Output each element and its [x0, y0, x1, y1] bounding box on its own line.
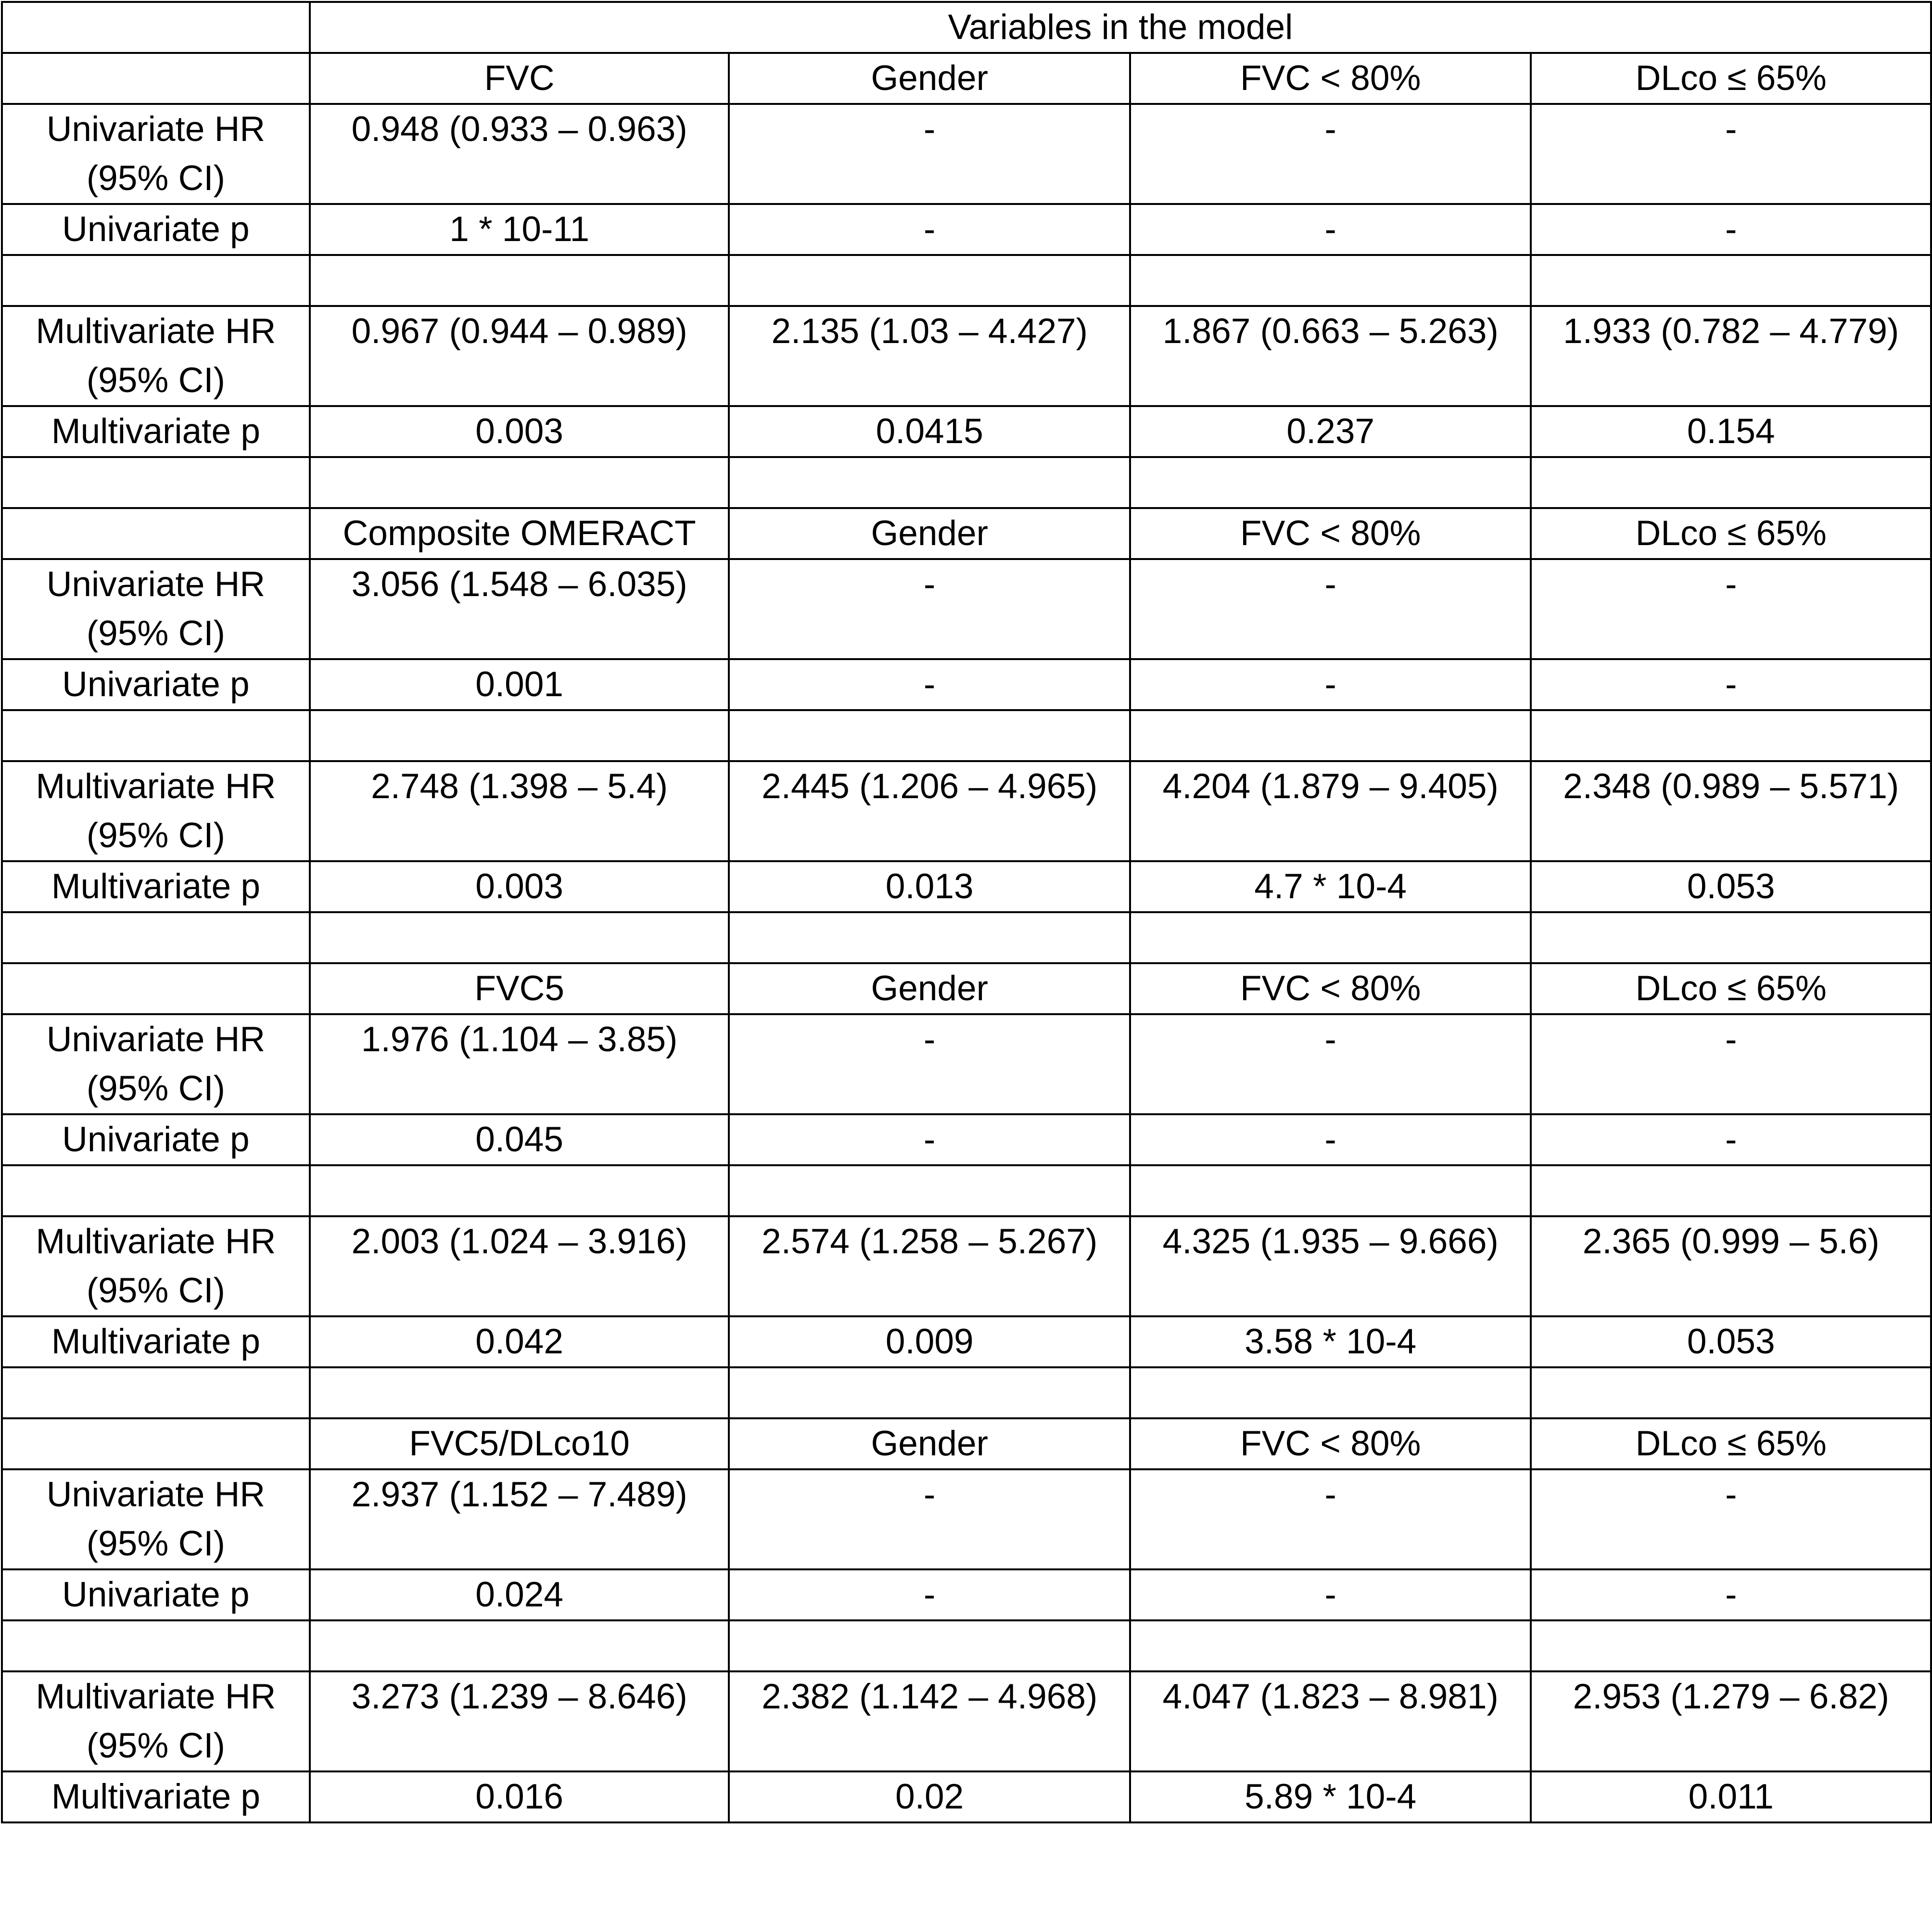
empty-cell — [2, 457, 310, 508]
fvc-below-80-cell: 4.7 * 10-4 — [1130, 861, 1531, 912]
empty-cell — [1130, 255, 1531, 306]
model-variable-cell: FVC5/DLco10 — [310, 1418, 729, 1469]
model-header-row — [2, 963, 1931, 1014]
empty-cell — [1531, 1367, 1931, 1418]
fvc-below-80-cell: FVC < 80% — [1130, 1418, 1531, 1469]
dlco-65-cell: - — [1531, 204, 1931, 255]
gender-cell: - — [729, 659, 1130, 710]
spacer-row — [2, 1367, 1931, 1418]
model-variable-cell: 1.976 (1.104 – 3.85) — [310, 1014, 729, 1114]
gender-cell: - — [729, 1114, 1130, 1165]
gender-cell: 2.382 (1.142 – 4.968) — [729, 1671, 1130, 1771]
title-row — [2, 2, 1931, 53]
model-variable-cell: 0.967 (0.944 – 0.989) — [310, 306, 729, 406]
fvc-below-80-cell: 0.237 — [1130, 406, 1531, 457]
empty-cell — [729, 912, 1130, 963]
dlco-65-cell: 1.933 (0.782 – 4.779) — [1531, 306, 1931, 406]
model-variable-cell: 3.056 (1.548 – 6.035) — [310, 559, 729, 659]
dlco-65-cell: DLco ≤ 65% — [1531, 963, 1931, 1014]
row-label-cell: Univariate HR (95% CI) — [2, 1469, 310, 1569]
model-header-row — [2, 1418, 1931, 1469]
empty-cell — [1130, 1367, 1531, 1418]
dlco-65-cell: - — [1531, 1114, 1931, 1165]
multivariate-hr-row — [2, 1216, 1931, 1316]
gender-cell: 2.445 (1.206 – 4.965) — [729, 761, 1130, 861]
spacer-row — [2, 1165, 1931, 1216]
model-variable-cell: 0.001 — [310, 659, 729, 710]
dlco-65-cell: 0.053 — [1531, 861, 1931, 912]
dlco-65-cell: DLco ≤ 65% — [1531, 1418, 1931, 1469]
dlco-65-cell: - — [1531, 559, 1931, 659]
model-variable-cell: FVC5 — [310, 963, 729, 1014]
gender-cell: 2.574 (1.258 – 5.267) — [729, 1216, 1130, 1316]
gender-cell: 0.013 — [729, 861, 1130, 912]
dlco-65-cell: DLco ≤ 65% — [1531, 508, 1931, 559]
multivariate-p-row — [2, 1316, 1931, 1367]
spacer-row — [2, 1620, 1931, 1671]
row-label-cell: Univariate p — [2, 1569, 310, 1620]
fvc-below-80-cell: 4.325 (1.935 – 9.666) — [1130, 1216, 1531, 1316]
gender-cell: - — [729, 1569, 1130, 1620]
fvc-below-80-cell: - — [1130, 204, 1531, 255]
row-label-cell — [2, 963, 310, 1014]
model-variable-cell: 3.273 (1.239 – 8.646) — [310, 1671, 729, 1771]
empty-cell — [729, 1367, 1130, 1418]
dlco-65-cell: - — [1531, 1569, 1931, 1620]
dlco-65-cell: - — [1531, 659, 1931, 710]
gender-cell: - — [729, 1469, 1130, 1569]
gender-cell: 2.135 (1.03 – 4.427) — [729, 306, 1130, 406]
empty-cell — [310, 1165, 729, 1216]
dlco-65-cell: - — [1531, 1014, 1931, 1114]
gender-cell: - — [729, 559, 1130, 659]
model-variable-cell: 0.003 — [310, 406, 729, 457]
spacer-row — [2, 457, 1931, 508]
gender-cell: 0.02 — [729, 1771, 1130, 1822]
empty-cell — [1531, 912, 1931, 963]
univariate-p-row — [2, 1569, 1931, 1620]
model-variable-cell: 0.042 — [310, 1316, 729, 1367]
row-label-cell: Multivariate HR (95% CI) — [2, 761, 310, 861]
empty-cell — [2, 1165, 310, 1216]
dlco-65-cell: 0.154 — [1531, 406, 1931, 457]
row-label-cell: Multivariate HR (95% CI) — [2, 1671, 310, 1771]
multivariate-hr-row — [2, 1671, 1931, 1771]
empty-cell — [310, 1620, 729, 1671]
empty-cell — [310, 457, 729, 508]
fvc-below-80-cell: 4.204 (1.879 – 9.405) — [1130, 761, 1531, 861]
empty-cell — [729, 710, 1130, 761]
row-label-cell: Multivariate p — [2, 861, 310, 912]
model-variable-cell: 0.016 — [310, 1771, 729, 1822]
univariate-hr-row — [2, 559, 1931, 659]
univariate-hr-row — [2, 1469, 1931, 1569]
row-label-cell: Univariate p — [2, 204, 310, 255]
fvc-below-80-cell: - — [1130, 1014, 1531, 1114]
empty-cell — [1531, 457, 1931, 508]
empty-cell — [1531, 1165, 1931, 1216]
multivariate-p-row — [2, 406, 1931, 457]
fvc-below-80-cell: 1.867 (0.663 – 5.263) — [1130, 306, 1531, 406]
fvc-below-80-cell: - — [1130, 1114, 1531, 1165]
gender-cell: 0.009 — [729, 1316, 1130, 1367]
multivariate-p-row — [2, 861, 1931, 912]
dlco-65-cell: 0.053 — [1531, 1316, 1931, 1367]
gender-cell: Gender — [729, 1418, 1130, 1469]
model-variable-cell: 0.045 — [310, 1114, 729, 1165]
gender-cell: 0.0415 — [729, 406, 1130, 457]
empty-cell — [729, 1620, 1130, 1671]
empty-cell — [2, 1367, 310, 1418]
gender-cell: - — [729, 104, 1130, 204]
row-label-cell: Multivariate p — [2, 406, 310, 457]
dlco-65-cell: 2.348 (0.989 – 5.571) — [1531, 761, 1931, 861]
model-variable-cell: FVC — [310, 53, 729, 104]
fvc-below-80-cell: - — [1130, 1569, 1531, 1620]
row-label-cell: Multivariate p — [2, 1316, 310, 1367]
model-header-row — [2, 508, 1931, 559]
fvc-below-80-cell: - — [1130, 1469, 1531, 1569]
empty-cell — [1130, 912, 1531, 963]
dlco-65-cell: - — [1531, 1469, 1931, 1569]
model-variable-cell: 0.948 (0.933 – 0.963) — [310, 104, 729, 204]
spacer-row — [2, 912, 1931, 963]
multivariate-p-row — [2, 1771, 1931, 1822]
table-corner-cell — [2, 2, 310, 53]
model-variable-cell: 0.024 — [310, 1569, 729, 1620]
empty-cell — [310, 710, 729, 761]
row-label-cell — [2, 1418, 310, 1469]
univariate-hr-row — [2, 104, 1931, 204]
row-label-cell: Univariate HR (95% CI) — [2, 1014, 310, 1114]
dlco-65-cell: 0.011 — [1531, 1771, 1931, 1822]
row-label-cell: Univariate p — [2, 659, 310, 710]
empty-cell — [1130, 1620, 1531, 1671]
hazard-ratio-table — [1, 1, 1932, 1823]
gender-cell: - — [729, 1014, 1130, 1114]
multivariate-hr-row — [2, 306, 1931, 406]
gender-cell: Gender — [729, 53, 1130, 104]
empty-cell — [729, 255, 1130, 306]
empty-cell — [729, 1165, 1130, 1216]
spacer-row — [2, 710, 1931, 761]
empty-cell — [1130, 710, 1531, 761]
model-variable-cell: 1 * 10-11 — [310, 204, 729, 255]
row-label-cell: Multivariate p — [2, 1771, 310, 1822]
fvc-below-80-cell: - — [1130, 559, 1531, 659]
fvc-below-80-cell: FVC < 80% — [1130, 963, 1531, 1014]
row-label-cell: Multivariate HR (95% CI) — [2, 1216, 310, 1316]
model-variable-cell: 2.937 (1.152 – 7.489) — [310, 1469, 729, 1569]
row-label-cell: Univariate p — [2, 1114, 310, 1165]
fvc-below-80-cell: FVC < 80% — [1130, 53, 1531, 104]
fvc-below-80-cell: FVC < 80% — [1130, 508, 1531, 559]
fvc-below-80-cell: 3.58 * 10-4 — [1130, 1316, 1531, 1367]
empty-cell — [1531, 1620, 1931, 1671]
univariate-p-row — [2, 659, 1931, 710]
model-header-row — [2, 53, 1931, 104]
row-label-cell: Univariate HR (95% CI) — [2, 559, 310, 659]
multivariate-hr-row — [2, 761, 1931, 861]
row-label-cell — [2, 53, 310, 104]
fvc-below-80-cell: - — [1130, 104, 1531, 204]
empty-cell — [310, 255, 729, 306]
spacer-row — [2, 255, 1931, 306]
row-label-cell: Univariate HR (95% CI) — [2, 104, 310, 204]
fvc-below-80-cell: - — [1130, 659, 1531, 710]
empty-cell — [2, 255, 310, 306]
univariate-p-row — [2, 1114, 1931, 1165]
row-label-cell: Multivariate HR (95% CI) — [2, 306, 310, 406]
empty-cell — [1531, 255, 1931, 306]
fvc-below-80-cell: 4.047 (1.823 – 8.981) — [1130, 1671, 1531, 1771]
model-variable-cell: 0.003 — [310, 861, 729, 912]
dlco-65-cell: 2.953 (1.279 – 6.82) — [1531, 1671, 1931, 1771]
empty-cell — [310, 1367, 729, 1418]
empty-cell — [1531, 710, 1931, 761]
empty-cell — [729, 457, 1130, 508]
empty-cell — [1130, 457, 1531, 508]
model-variable-cell: 2.003 (1.024 – 3.916) — [310, 1216, 729, 1316]
row-label-cell — [2, 508, 310, 559]
empty-cell — [310, 912, 729, 963]
model-variable-cell: 2.748 (1.398 – 5.4) — [310, 761, 729, 861]
gender-cell: Gender — [729, 963, 1130, 1014]
univariate-p-row — [2, 204, 1931, 255]
table-title: Variables in the model — [310, 2, 1931, 53]
gender-cell: - — [729, 204, 1130, 255]
empty-cell — [2, 710, 310, 761]
dlco-65-cell: DLco ≤ 65% — [1531, 53, 1931, 104]
gender-cell: Gender — [729, 508, 1130, 559]
fvc-below-80-cell: 5.89 * 10-4 — [1130, 1771, 1531, 1822]
dlco-65-cell: 2.365 (0.999 – 5.6) — [1531, 1216, 1931, 1316]
empty-cell — [1130, 1165, 1531, 1216]
dlco-65-cell: - — [1531, 104, 1931, 204]
model-variable-cell: Composite OMERACT — [310, 508, 729, 559]
empty-cell — [2, 912, 310, 963]
empty-cell — [2, 1620, 310, 1671]
univariate-hr-row — [2, 1014, 1931, 1114]
